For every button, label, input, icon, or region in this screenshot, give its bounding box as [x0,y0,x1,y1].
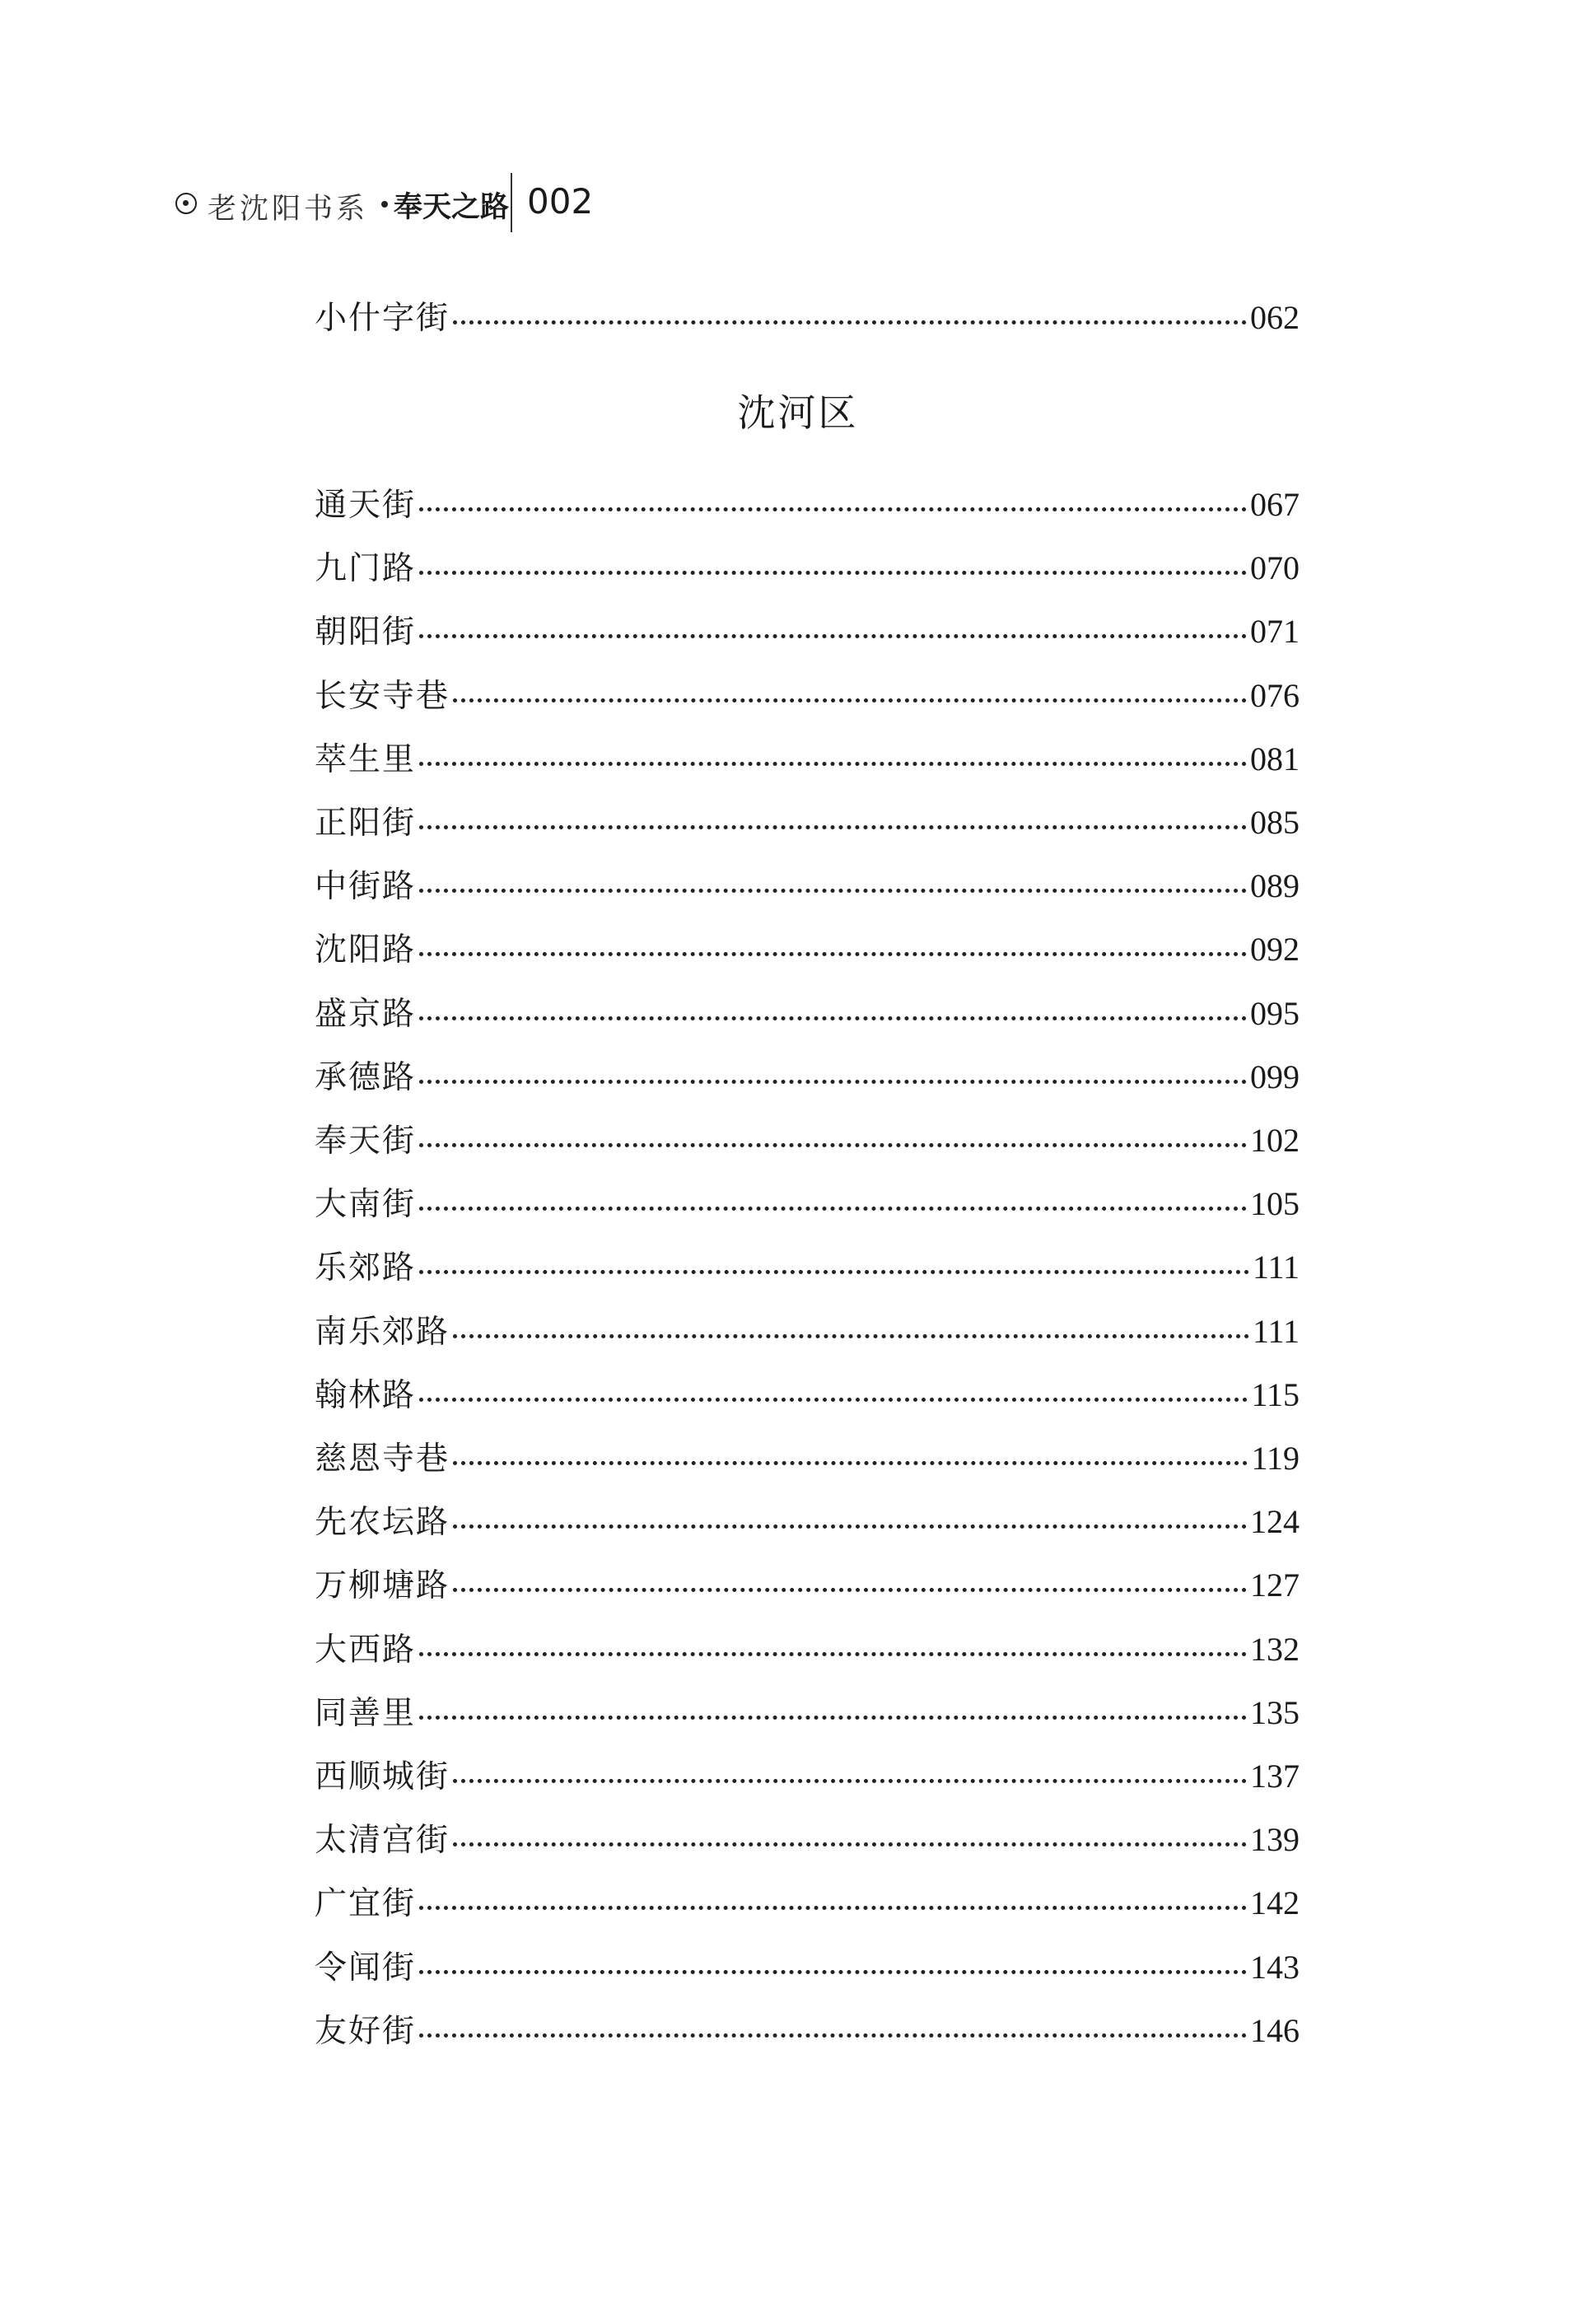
toc-entry [315,1433,1300,1482]
dot-leader [419,571,1247,575]
dot-leader [419,889,1247,893]
toc-entry [315,1624,1300,1674]
entry-title: 先农坛路 [315,1504,450,1541]
page-number: 002 [527,181,594,222]
dot-leader [419,1716,1247,1720]
entry-page: 099 [1250,1058,1300,1095]
toc-entry [315,861,1300,910]
toc-entry [315,479,1300,529]
entry-title: 中街路 [315,868,417,905]
toc-entry [315,1306,1300,1356]
series-name: 老沈阳书系 [208,193,369,226]
dot-leader [453,1334,1249,1338]
circled-dot-icon [175,193,197,214]
dot-leader [453,1779,1247,1783]
dot-leader [419,1080,1247,1084]
entry-page: 132 [1250,1631,1300,1668]
entry-page: 127 [1250,1566,1300,1604]
entry-page: 067 [1250,486,1300,523]
entry-page: 139 [1250,1821,1300,1858]
entry-page: 095 [1250,995,1300,1032]
toc-entry [315,988,1300,1038]
toc-entry [315,924,1300,973]
dot-leader [419,952,1247,956]
section-heading: 沈河区 [737,390,859,435]
entry-page: 143 [1250,1949,1300,1986]
entry-page: 115 [1251,1376,1300,1413]
entry-title: 太清宫街 [315,1822,450,1859]
dot-leader [419,1906,1247,1910]
entry-title: 长安寺巷 [315,678,450,715]
entry-page: 111 [1252,1313,1300,1350]
toc-entry [315,292,1300,342]
entry-page: 146 [1250,2012,1300,2049]
entry-title: 朝阳街 [315,614,417,651]
entry-page: 137 [1250,1758,1300,1795]
entry-title: 承德路 [315,1059,417,1096]
dot-leader [419,2033,1247,2038]
toc-entry [315,1052,1300,1101]
dot-leader [419,825,1247,829]
entry-title: 九门路 [315,550,417,587]
entry-page: 119 [1251,1440,1300,1477]
header-divider [511,173,512,232]
entry-title: 西顺城街 [315,1758,450,1795]
toc-entry [315,734,1300,783]
entry-page: 076 [1250,677,1300,714]
dot-leader [453,698,1247,703]
entry-page: 070 [1250,549,1300,586]
toc-entry [315,1179,1300,1228]
dot-leader [419,1016,1247,1020]
entry-page: 089 [1250,867,1300,904]
toc-entry [315,1496,1300,1546]
entry-page: 071 [1250,613,1300,650]
entry-page: 092 [1250,931,1300,968]
entry-title: 萃生里 [315,741,417,778]
dot-leader [419,507,1247,511]
dot-leader [419,634,1247,638]
entry-page: 111 [1252,1249,1300,1286]
entry-title: 正阳街 [315,805,417,842]
dot-leader [419,1398,1248,1402]
entry-title: 广宜街 [315,1885,417,1922]
entry-title: 大南街 [315,1186,417,1223]
toc-entry [315,1242,1300,1291]
toc-entry [315,1751,1300,1800]
dot-leader [453,1461,1248,1465]
dot-leader [453,1842,1247,1846]
toc-entry [315,1942,1300,1991]
dot-leader [419,1270,1249,1274]
dot-leader [419,1652,1247,1656]
entry-page: 062 [1250,299,1300,336]
book-title: 奉天之路 [394,191,510,224]
entry-title: 南乐郊路 [315,1314,450,1351]
entry-page: 102 [1250,1122,1300,1159]
dot-leader [419,762,1247,766]
toc-entry [315,1370,1300,1419]
dot-leader [419,1970,1247,1974]
toc-entry [315,1560,1300,1609]
entry-page: 105 [1250,1185,1300,1222]
dot-leader [453,1524,1247,1529]
toc-entry [315,1878,1300,1927]
entry-page: 085 [1250,804,1300,841]
toc-entry [315,1115,1300,1165]
entry-title: 慈恩寺巷 [315,1440,450,1478]
toc-entry [315,606,1300,656]
entry-title: 翰林路 [315,1377,417,1414]
entry-title: 令闻街 [315,1949,417,1987]
toc-entry [315,1688,1300,1737]
entry-title: 大西路 [315,1632,417,1669]
entry-page: 124 [1250,1503,1300,1540]
entry-title: 沈阳路 [315,931,417,969]
entry-title: 奉天街 [315,1123,417,1160]
entry-title: 同善里 [315,1695,417,1732]
title-separator-dot [381,201,388,208]
toc-entry [315,543,1300,592]
dot-leader [419,1207,1247,1211]
dot-leader [453,320,1247,324]
entry-title: 万柳塘路 [315,1567,450,1604]
toc-entry [315,797,1300,847]
entry-page: 142 [1250,1884,1300,1921]
entry-title: 通天街 [315,487,417,524]
running-header [173,173,749,232]
entry-title: 盛京路 [315,996,417,1033]
entry-page: 081 [1250,740,1300,777]
toc-entry [315,670,1300,720]
entry-title: 友好街 [315,2013,417,2050]
entry-page: 135 [1250,1694,1300,1731]
entry-title: 乐郊路 [315,1249,417,1286]
dot-leader [453,1588,1247,1592]
entry-title: 小什字街 [315,300,450,337]
toc-entry [315,2005,1300,2055]
toc-entry [315,1814,1300,1864]
dot-leader [419,1143,1247,1147]
